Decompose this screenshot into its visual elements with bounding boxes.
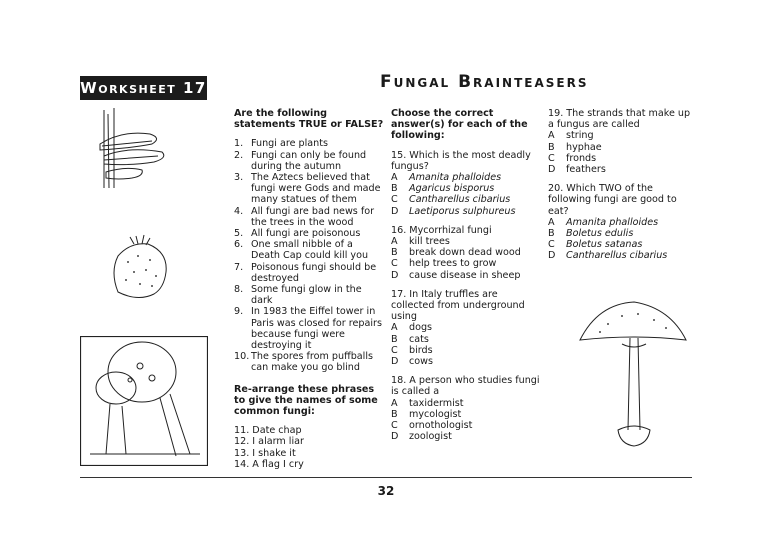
question-text: 19. The strands that make up a fungus are called <box>548 108 691 131</box>
option-text: fronds <box>566 152 597 164</box>
statement-text: The Aztecs believed that fungi were Gods and made many statues of them <box>251 172 381 206</box>
statement-item <box>234 351 384 373</box>
question-spacer <box>391 281 541 289</box>
question-text: 16. Mycorrhizal fungi <box>391 224 492 236</box>
statement-text: All fungi are bad news for the trees in the wood <box>251 205 375 228</box>
question-text: 20. Which TWO of the following fungi are good to eat? <box>548 183 677 217</box>
option-text: birds <box>409 344 433 356</box>
bracket-fungus-illustration <box>92 108 172 190</box>
question <box>391 375 541 442</box>
worksheet-label: Worksheet 17 <box>80 76 207 100</box>
option-letter: A <box>391 397 398 409</box>
question <box>391 150 541 217</box>
question <box>391 289 541 367</box>
statement-number: 10. <box>234 351 250 363</box>
answer-option <box>548 217 698 228</box>
multiple-choice-section-2 <box>548 108 698 262</box>
question-group <box>548 108 698 262</box>
option-text: ornothologist <box>409 420 473 432</box>
answer-option <box>391 322 541 333</box>
option-letter: C <box>391 420 398 432</box>
parasol-mushroom-illustration <box>578 300 688 460</box>
statement-number: 9. <box>234 306 244 318</box>
statement-item <box>234 306 384 351</box>
option-letter: C <box>548 239 555 251</box>
statement-text: In 1983 the Eiffel tower in Paris was closed for repairs because fungi were destroying it <box>251 306 382 352</box>
answer-option <box>391 183 541 194</box>
answer-option <box>548 130 698 141</box>
true-false-section <box>234 108 384 470</box>
option-text: string <box>566 130 594 142</box>
statement-number: 2. <box>234 149 244 161</box>
statement-number: 8. <box>234 284 244 296</box>
question-text: 15. Which is the most deadly fungus? <box>391 149 531 172</box>
option-text: hyphae <box>566 141 602 153</box>
option-text: kill trees <box>409 236 450 248</box>
anagram-list <box>234 425 384 470</box>
answer-option <box>391 172 541 183</box>
answer-option <box>391 409 541 420</box>
answer-option <box>548 164 698 175</box>
answer-option <box>391 270 541 281</box>
statement-item <box>234 239 384 261</box>
option-letter: A <box>548 216 555 228</box>
option-text: Boletus edulis <box>566 228 634 240</box>
page-title: Fungal Brainteasers <box>380 72 589 92</box>
option-text: Amanita phalloides <box>409 172 502 184</box>
statement-number: 6. <box>234 239 244 251</box>
statement-text: Fungi are plants <box>251 138 328 150</box>
option-text: mycologist <box>409 408 462 420</box>
statement-item <box>234 150 384 172</box>
statement-text: Fungi can only be found during the autumn <box>251 149 367 172</box>
option-letter: C <box>391 258 398 270</box>
statement-item <box>234 206 384 228</box>
option-text: Amanita phalloides <box>566 216 659 228</box>
question <box>548 183 698 261</box>
option-letter: C <box>391 344 398 356</box>
question <box>391 225 541 281</box>
page-number: 32 <box>377 484 395 498</box>
statement-number: 5. <box>234 228 244 240</box>
option-letter: C <box>391 194 398 206</box>
option-text: zoologist <box>409 431 452 443</box>
option-text: break down dead wood <box>409 247 521 259</box>
answer-option <box>548 250 698 261</box>
option-text: Boletus satanas <box>566 239 643 251</box>
answer-option <box>391 398 541 409</box>
answer-option <box>391 236 541 247</box>
question-text: 17. In Italy truffles are collected from underground using <box>391 288 525 323</box>
statement-number: 7. <box>234 261 244 273</box>
statement-text: All fungi are poisonous <box>251 228 361 240</box>
answer-option <box>548 153 698 164</box>
answer-option <box>548 142 698 153</box>
anagram-item: 12. I alarm liar <box>234 436 304 448</box>
section-heading-anagrams: Re-arrange these phrases to give the names of some common fungi: <box>234 383 378 418</box>
puffball-illustration <box>108 232 174 304</box>
option-text: help trees to grow <box>409 258 497 270</box>
option-letter: D <box>391 269 399 281</box>
answer-option <box>391 420 541 431</box>
option-letter: D <box>391 356 399 368</box>
answer-option <box>391 345 541 356</box>
statement-item <box>234 228 384 239</box>
answer-option <box>548 228 698 239</box>
option-text: cows <box>409 356 433 368</box>
statement-number: 3. <box>234 172 244 184</box>
option-letter: B <box>548 228 555 240</box>
statement-text: Some fungi glow in the dark <box>251 284 362 307</box>
statement-item <box>234 172 384 206</box>
answer-option <box>391 247 541 258</box>
option-letter: D <box>391 205 399 217</box>
answer-option <box>391 206 541 217</box>
answer-option <box>391 334 541 345</box>
option-text: dogs <box>409 322 433 334</box>
statement-text: The spores from puffballs can make you go blind <box>251 351 373 374</box>
true-false-list <box>234 138 384 373</box>
answer-option <box>391 431 541 442</box>
statement-item <box>234 284 384 306</box>
question-spacer <box>548 175 698 183</box>
option-letter: A <box>391 322 398 334</box>
answer-option <box>391 356 541 367</box>
option-letter: A <box>391 236 398 248</box>
option-letter: B <box>391 183 398 195</box>
statement-number: 1. <box>234 138 244 150</box>
answer-option <box>391 194 541 205</box>
question-group <box>391 150 541 443</box>
question-spacer <box>391 367 541 375</box>
option-letter: B <box>391 247 398 259</box>
option-letter: B <box>548 141 555 153</box>
question-spacer <box>391 217 541 225</box>
option-letter: A <box>548 130 555 142</box>
option-letter: A <box>391 172 398 184</box>
option-letter: C <box>548 152 555 164</box>
option-text: cats <box>409 333 429 345</box>
option-text: taxidermist <box>409 397 464 409</box>
section-heading: Choose the correct answer(s) for each of the following: <box>391 108 528 142</box>
footer-rule <box>80 477 692 478</box>
option-text: Laetiporus sulphureus <box>409 205 516 217</box>
option-letter: D <box>391 431 399 443</box>
option-letter: D <box>548 250 556 262</box>
answer-option <box>548 239 698 250</box>
statement-item <box>234 138 384 149</box>
question <box>548 108 698 175</box>
statement-text: One small nibble of a Death Cap could kill you <box>251 239 369 262</box>
anagram-item: 13. I shake it <box>234 447 296 459</box>
answer-option <box>391 258 541 269</box>
multiple-choice-section <box>391 108 541 442</box>
option-letter: B <box>391 333 398 345</box>
question-text: 18. A person who studies fungi is called a <box>391 375 540 398</box>
fly-agaric-box-illustration <box>80 336 208 466</box>
statement-number: 4. <box>234 205 244 217</box>
anagram-item: 14. A flag I cry <box>234 458 304 470</box>
option-text: feathers <box>566 164 606 176</box>
option-text: cause disease in sheep <box>409 269 521 281</box>
option-letter: B <box>391 408 398 420</box>
anagram-item: 11. Date chap <box>234 425 302 437</box>
section-heading: Are the following statements TRUE or FALSE? <box>234 108 384 131</box>
option-letter: D <box>548 164 556 176</box>
statement-text: Poisonous fungi should be destroyed <box>251 261 377 284</box>
option-text: Cantharellus cibarius <box>409 194 511 206</box>
statement-item <box>234 262 384 284</box>
option-text: Cantharellus cibarius <box>566 250 668 262</box>
option-text: Agaricus bisporus <box>409 183 495 195</box>
